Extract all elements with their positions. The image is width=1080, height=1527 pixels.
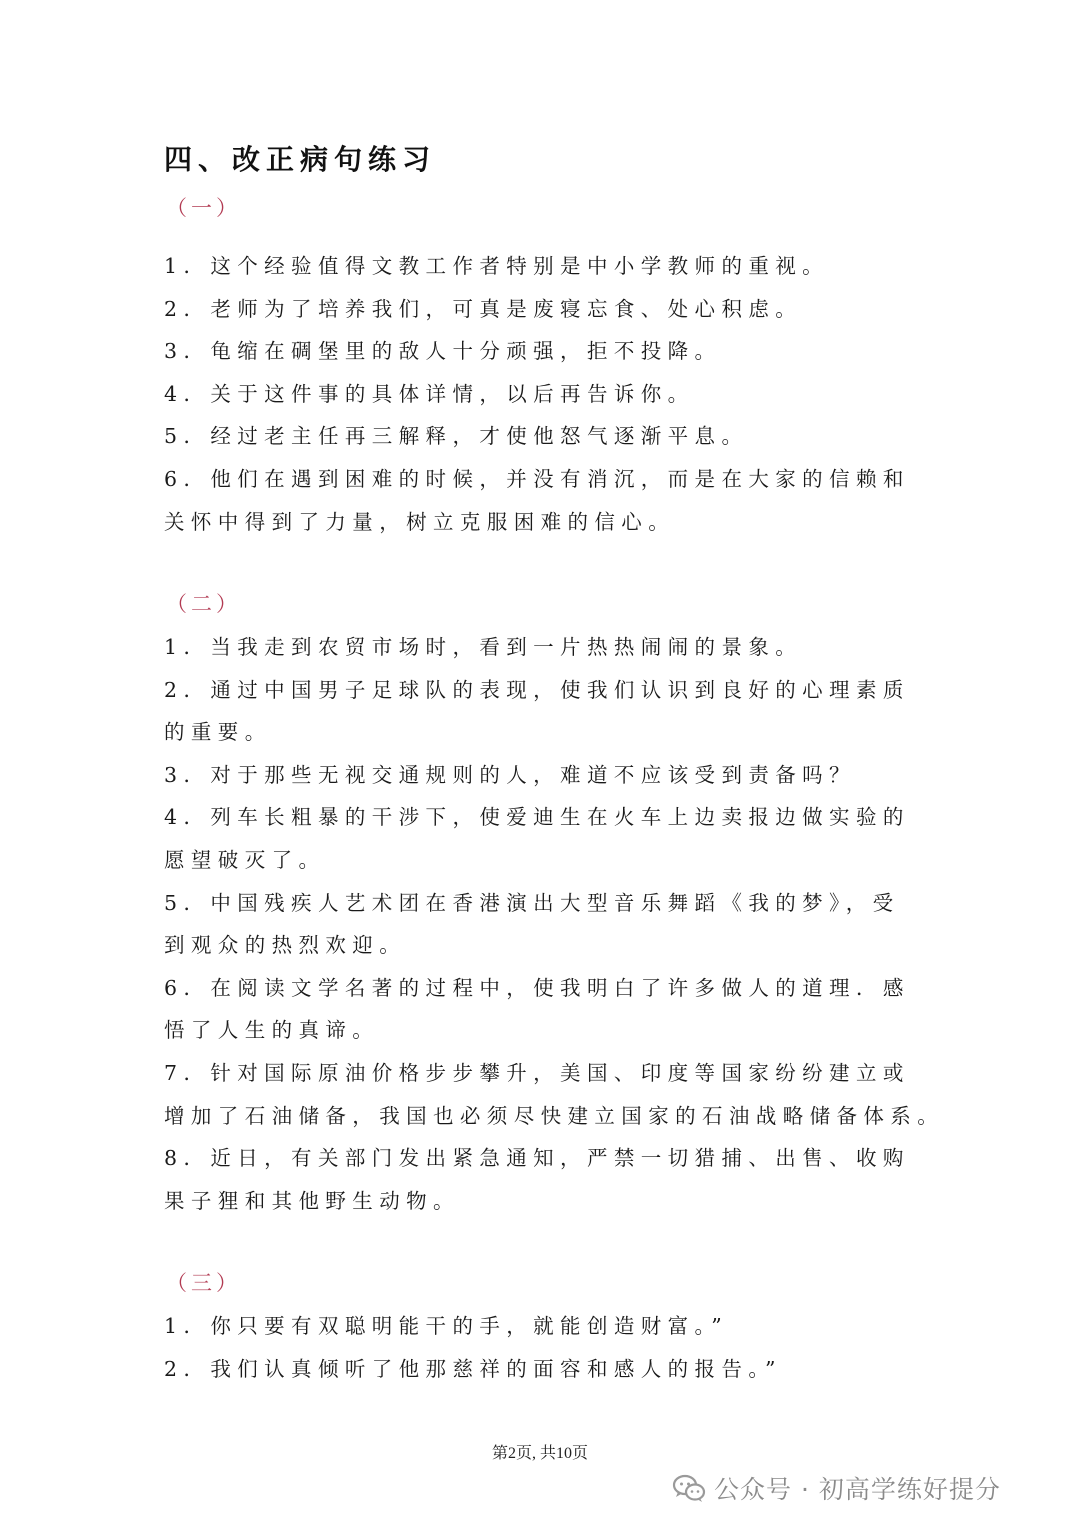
text-line: 6．他们在遇到困难的时候，并没有消沉，而是在大家的信赖和 bbox=[164, 466, 910, 491]
text-line: 1．你只要有双聪明能干的手，就能创造财富。” bbox=[164, 1314, 729, 1338]
text-line: 到观众的热烈欢迎。 bbox=[164, 933, 407, 958]
text-line: 6．在阅读文学名著的过程中，使我明白了许多做人的道理．感 bbox=[164, 975, 910, 1000]
text-line: 4．关于这件事的具体详情，以后再告诉你。 bbox=[164, 381, 695, 406]
text-line: 5．中国残疾人艺术团在香港演出大型音乐舞蹈《我的梦》，受 bbox=[164, 890, 900, 915]
wechat-icon bbox=[672, 1473, 706, 1503]
text-line: 3．龟缩在碉堡里的敌人十分顽强，拒不投降。 bbox=[164, 339, 722, 364]
page-title: 四、改正病句练习 bbox=[164, 143, 437, 176]
section-heading-3: （三） bbox=[166, 1271, 241, 1295]
text-line: 5．经过老主任再三解释，才使他怒气逐渐平息。 bbox=[164, 424, 749, 449]
text-line: 4．列车长粗暴的干涉下，使爱迪生在火车上边卖报边做实验的 bbox=[164, 805, 910, 830]
text-line: 2．我们认真倾听了他那慈祥的面容和感人的报告。” bbox=[164, 1356, 782, 1381]
section-heading-2: （二） bbox=[166, 592, 241, 616]
text-line: 的重要。 bbox=[164, 720, 272, 745]
text-line: 1．当我走到农贸市场时，看到一片热热闹闹的景象。 bbox=[164, 635, 803, 659]
section-1-lines bbox=[164, 245, 964, 543]
section-3-lines bbox=[164, 1305, 964, 1390]
section-2-lines bbox=[164, 626, 964, 1222]
watermark bbox=[672, 1468, 1001, 1508]
text-line: 愿望破灭了。 bbox=[164, 847, 326, 872]
text-line: 2．通过中国男子足球队的表现，使我们认识到良好的心理素质 bbox=[164, 677, 910, 702]
section-heading-1: （一） bbox=[166, 196, 241, 220]
text-line: 8．近日，有关部门发出紧急通知，严禁一切猎捕、出售、收购 bbox=[164, 1146, 910, 1171]
text-line: 1．这个经验值得文教工作者特别是中小学教师的重视。 bbox=[164, 254, 830, 278]
text-line: 悟了人生的真谛。 bbox=[164, 1018, 380, 1043]
text-line: 2．老师为了培养我们，可真是废寝忘食、处心积虑。 bbox=[164, 296, 803, 321]
text-line: 7．针对国际原油价格步步攀升，美国、印度等国家纷纷建立或 bbox=[164, 1060, 910, 1085]
page-number: 第2页, 共10页 bbox=[491, 1445, 588, 1462]
watermark-text: 公众号 · 初高学练好提分 bbox=[714, 1475, 1001, 1504]
text-line: 果子狸和其他野生动物。 bbox=[164, 1188, 460, 1213]
text-line: 3．对于那些无视交通规则的人，难道不应该受到责备吗？ bbox=[164, 762, 856, 787]
text-line: 增加了石油储备，我国也必须尽快建立国家的石油战略储备体系。 bbox=[164, 1103, 945, 1128]
text-line: 关怀中得到了力量，树立克服困难的信心。 bbox=[164, 509, 676, 534]
